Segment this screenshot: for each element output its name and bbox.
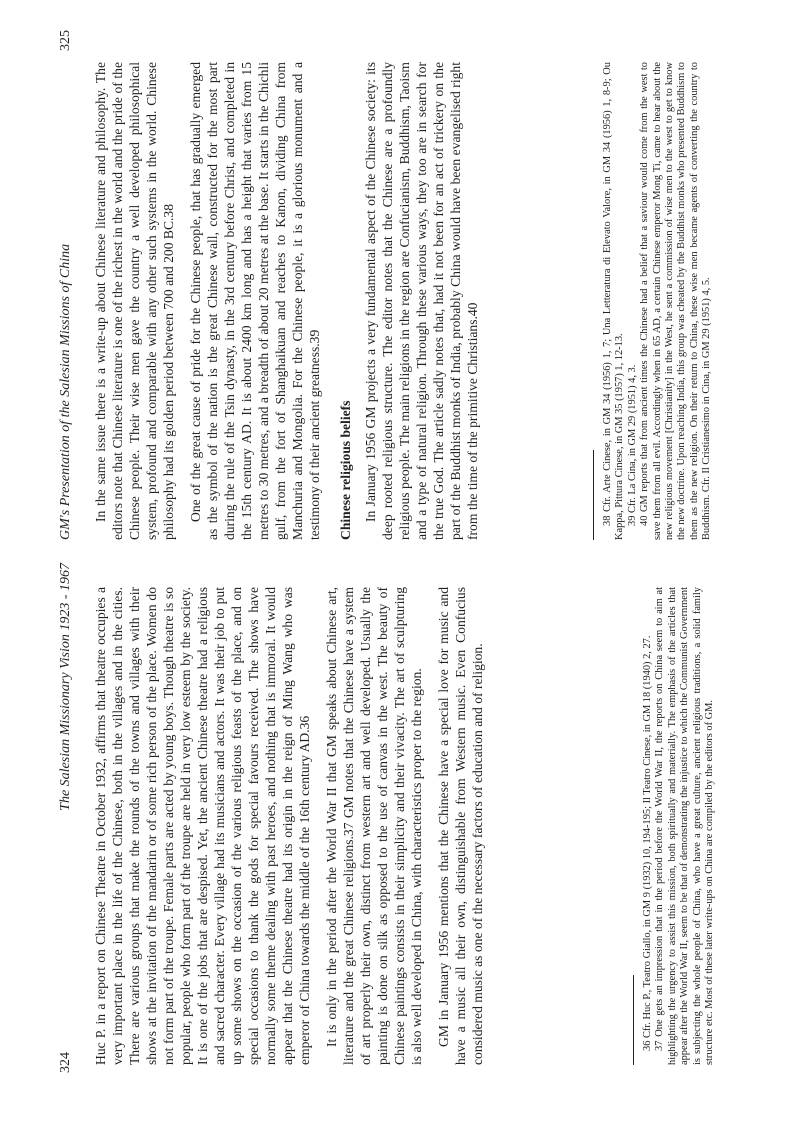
paragraph: GM in January 1956 mentions that the Chinese have a special love for music and have a music all their own, distinguishable from Western music. Even Confucius considered music as one of the necessary factors of education and of religion.	[436, 587, 485, 1065]
footnote: 38 Cfr. Arte Cinese, in GM 34 (1956) 1, 7; Una Letteratura di Elevato Valore, in GM 34 (1956) 1, 8-9; Ou Kappa, Pittura Cinese, in GM 35 (1957) 1, 12-13.	[602, 62, 626, 540]
running-head: GM's Presentation of the Salesian Missions of China	[58, 243, 73, 540]
body-text	[92, 62, 481, 540]
paragraph: Huc P. in a report on Chinese Theatre in October 1932, affirms that theatre occupies a very important place in the life of the Chinese, both in the villages and in the cities. There are various groups that make the rounds of the towns and villages with their shows at the invitation of the mandarin or of some rich person of the place. Women do not form part of the troupe. Female parts are acted by young boys. Though theatre is so popular, people who form part of the troupe are held in very low esteem by the society. It is one of the jobs that are despised. Yet, the ancient Chinese theatre had a religious and sacred character. Every village had its musicians and actors. It was their job to put up some shows on the occasion of the various religious feasts of the place, and on special occasions to thank the gods for special favours received. The shows have normally some theme dealing with past heroes, and nothing that is immoral. It would appear that the Chinese theatre had its origin in the reign of Ming Wang who was emperor of China towards the middle of the 16th century AD.36	[93, 587, 312, 1065]
running-head: The Salesian Missionary Vision 1923 - 1967	[58, 563, 73, 811]
page-number: 324	[58, 1052, 73, 1073]
paragraph: In the same issue there is a write-up about Chinese literature and philosophy. The editors note that Chinese literature is one of the richest in the world and the pride of the Chinese people. Their wise men gave the country a well developed philosophical system, profound and comparable with any other such systems in the world. Chinese philosophy had its golden period between 700 and 200 BC.38	[93, 62, 176, 540]
footnotes	[593, 62, 714, 540]
paragraph: In January 1956 GM projects a very fundamental aspect of the Chinese society: its deep rooted religious structure. The editor notes that the Chinese are a profoundly religious people. The main religions in the region are Confucianism, Buddhism, Taoism and a type of natural religion. Through these various ways, they too are in search for the true God. The article sadly notes that, had it not been for an act of trickery on the part of the Buddhist monks of India, probably China would have been evangelised right from the time of the primitive Christians.40	[363, 62, 480, 540]
footnote: 36 Cfr. Huc P., Teatro Giallo, in GM 9 (1932) 10, 194-195; Il Teatro Cinese, in GM 18 (1940) 2, 27.	[642, 635, 653, 1051]
footnote: 40 GM reports that from ancient times the Chinese had a belief that a saviour would come from the west to save them from all evil. Accordingly when in 65 AD, a certain Chinese emperor Mong Ti, came to hear about the new religious movement [Christianity] in the West, he sent a commission of wise men to the west to get to know the new doctrine. Upon reaching India, this group was cheated by the Buddhist monks who presented Buddhism to them as the new religion. On their return to China, these wise men became agents of converting the country to Buddhism. Cfr. Il Cristianesimo in Cina, in GM 29 (1951) 4, 5.	[639, 62, 713, 540]
footnotes	[633, 587, 716, 1065]
section-heading: Chinese religious beliefs	[338, 400, 353, 540]
page-header	[58, 30, 82, 540]
left-page	[0, 563, 793, 1073]
footnote-rule	[633, 975, 634, 1065]
page-header	[58, 563, 82, 1073]
footnote-rule	[593, 450, 594, 540]
footnote: 37 One gets an impression that in the period before the World War II, the reports on China seem to aim at highlighting the urgency to assist this mission, both spiritually and materially. The emphasis of the articles that appear after the World War II, seem to be that of demonstrating the injustice to which the Communist Government is subjecting the whole people of China, who have a great culture, ancient religious traditions, a solid family structure etc. Most of these later write-ups on China are compiled by the editors of GM.	[654, 587, 716, 1065]
footnote: 39 Cfr. La Cina, in GM 29 (1951) 4, 3.	[626, 364, 638, 526]
body-text	[92, 587, 486, 1065]
paragraph: It is only in the period after the World War II that GM speaks about Chinese art, literature and the great Chinese religions.37 GM notes that the Chinese have a system of art properly their own, distinct from western art and well developed. Usually the painting is done on silk as opposed to the use of canvas in the west. The beauty of Chinese paintings consists in their simplicity and their vivacity. The art of sculpturing is also well developed in China, with characteristics proper to the region.	[324, 587, 424, 1065]
right-page	[0, 30, 793, 540]
page-number: 325	[58, 30, 73, 51]
paragraph: One of the great cause of pride for the Chinese people, that has gradually emerged as the symbol of the nation is the great Chinese wall, constructed for the most part during the rule of the Tsin dynasty, in the 3rd century before Christ, and completed in the 15th century AD. It is about 2400 km long and has a height that varies from 15 metres to 30 metres, and a breadth of about 20 metres at the base. It starts in the Chichli gulf, from the fort of Shanghaikuan and reaches to Kanon, dividing China from Manchuria and Mongolia. For the Chinese people, it is a glorious monument and a testimony of their ancient greatness.39	[188, 62, 322, 540]
